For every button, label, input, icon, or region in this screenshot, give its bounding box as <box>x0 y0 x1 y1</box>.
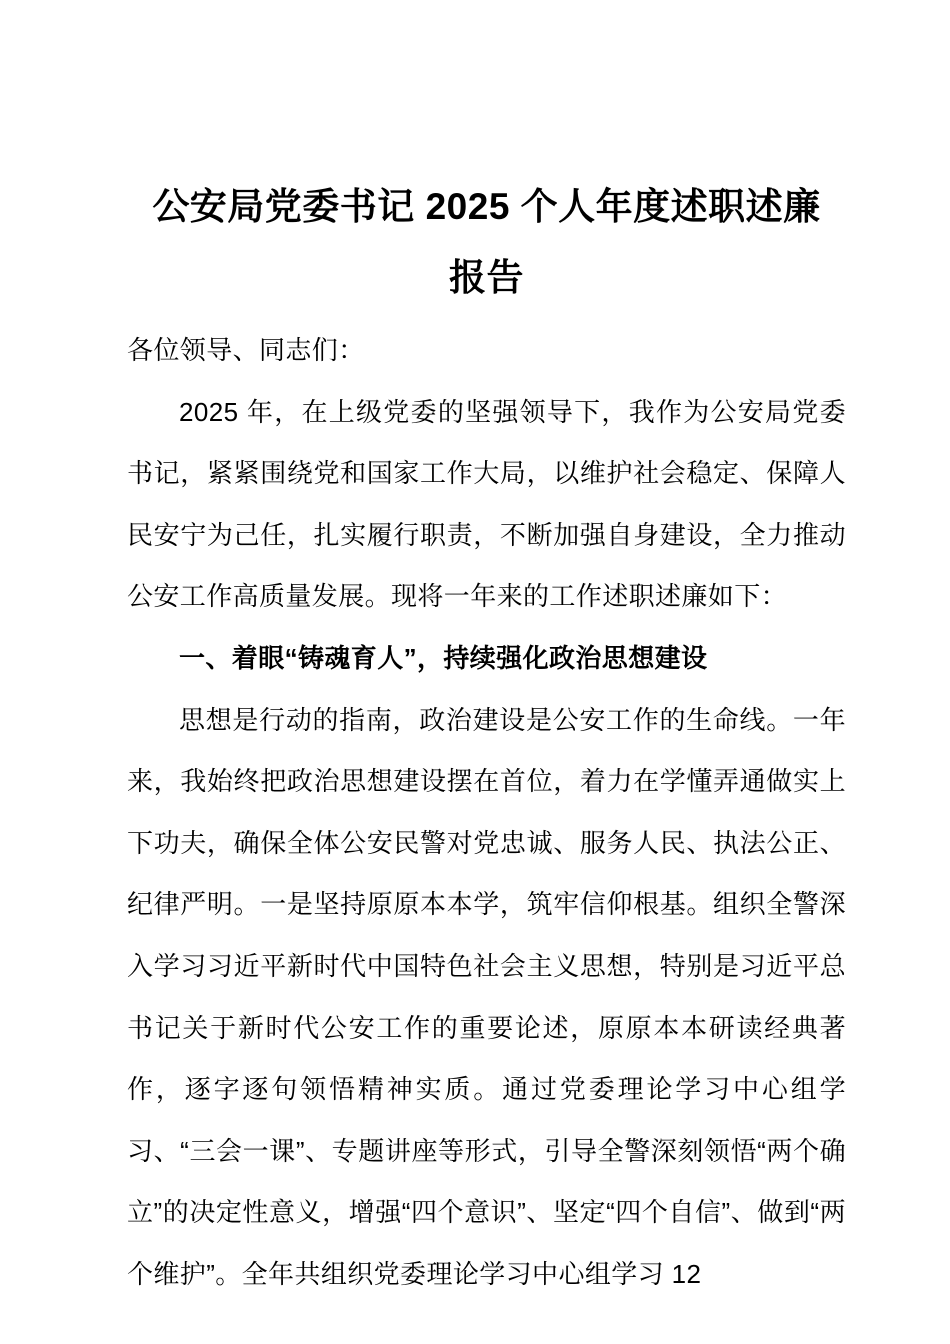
document-title <box>127 171 846 313</box>
document-title-line-1: 公安局党委书记 2025 个人年度述职述廉 <box>152 186 821 227</box>
intro-paragraph: 2025 年，在上级党委的坚强领导下，我作为公安局党委书记，紧紧围绕党和国家工作大局，以维护社会稳定、保障人民安宁为己任，扎实履行职责，不断加强自身建设，全力推动公安工作高质量发展。现将一年来的工作述职述廉如下： <box>127 396 846 612</box>
document-title-line-2: 报告 <box>449 257 524 298</box>
body-paragraph-1: 思想是行动的指南，政治建设是公安工作的生命线。一年来，我始终把政治思想建设摆在首位，着力在学懂弄通做实上下功夫，确保全体公安民警对党忠诚、服务人民、执法公正、纪律严明。一是坚持原原本本学，筑牢信仰根基。组织全警深入学习习近平新时代中国特色社会主义思想，特别是习近平总书记关于新时代公安工作的重要论述，原原本本研读经典著作，逐字逐句领悟精神实质。通过党委理论学习中心组学习、“三会一课”、专题讲座等形式，引导全警深刻领悟“两个确立”的决定性意义，增强“四个意识”、坚定“四个自信”、做到“两个维护”。全年共组织党委理论学习中心组学习 12 <box>127 704 846 1289</box>
greeting-line: 各位领导、同志们： <box>127 335 365 365</box>
section-heading-1: 一、着眼“铸魂育人”，持续强化政治思想建设 <box>179 642 708 673</box>
